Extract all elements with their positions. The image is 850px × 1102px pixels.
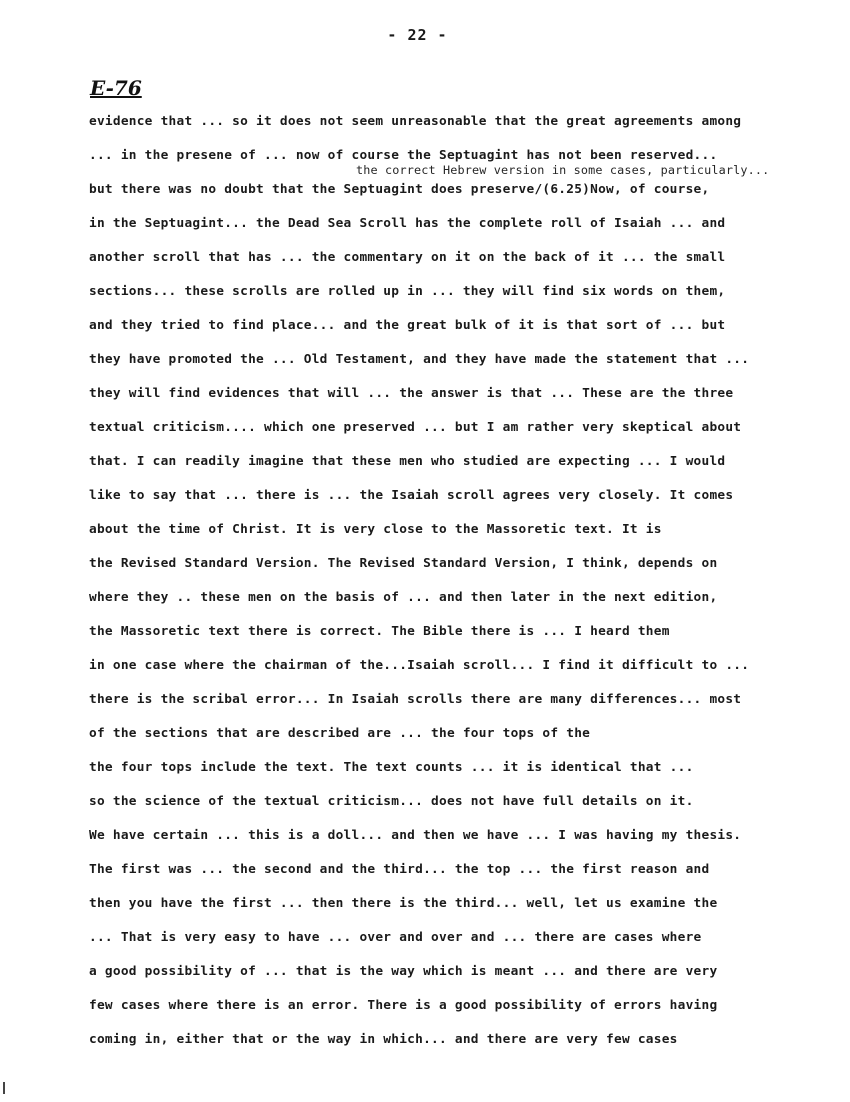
transcript-line-26: a good possibility of ... that is the way which is meant ... and there are very bbox=[89, 964, 718, 979]
transcript-line-24: then you have the first ... then there is the third... well, let us examine the bbox=[89, 896, 718, 911]
transcript-line-10: textual criticism.... which one preserved ... but I am rather very skeptical about bbox=[89, 420, 742, 435]
transcript-line-17: in one case where the chairman of the...Isaiah scroll... I find it difficult to ... bbox=[89, 658, 750, 673]
transcript-line-6: sections... these scrolls are rolled up in ... they will find six words on them, bbox=[89, 284, 726, 299]
transcript-line-19: of the sections that are described are ... the four tops of the bbox=[89, 726, 591, 741]
transcript-line-12: like to say that ... there is ... the Isaiah scroll agrees very closely. It comes bbox=[89, 488, 734, 503]
transcript-line-13: about the time of Christ. It is very close to the Massoretic text. It is bbox=[89, 522, 662, 537]
interlinear-insert: the correct Hebrew version in some cases, particularly... bbox=[356, 163, 770, 177]
transcript-line-21: so the science of the textual criticism... does not have full details on it. bbox=[89, 794, 694, 809]
transcript-line-5: another scroll that has ... the commentary on it on the back of it ... the small bbox=[89, 250, 726, 265]
transcript-line-7: and they tried to find place... and the great bulk of it is that sort of ... but bbox=[89, 318, 726, 333]
page-number: - 22 - bbox=[387, 26, 448, 44]
transcript-line-14: the Revised Standard Version. The Revised Standard Version, I think, depends on bbox=[89, 556, 718, 571]
margin-tag: E-76 bbox=[90, 76, 142, 100]
transcript-line-3: but there was no doubt that the Septuagint does preserve/(6.25)Now, of course, bbox=[89, 182, 710, 197]
transcript-line-20: the four tops include the text. The text counts ... it is identical that ... bbox=[89, 760, 694, 775]
transcript-line-22: We have certain ... this is a doll... and then we have ... I was having my thesis. bbox=[89, 828, 742, 843]
transcript-line-28: coming in, either that or the way in which... and there are very few cases bbox=[89, 1032, 678, 1047]
transcript-line-4: in the Septuagint... the Dead Sea Scroll has the complete roll of Isaiah ... and bbox=[89, 216, 726, 231]
scan-edge-mark bbox=[3, 1082, 5, 1094]
transcript-line-18: there is the scribal error... In Isaiah scrolls there are many differences... most bbox=[89, 692, 742, 707]
transcript-line-23: The first was ... the second and the third... the top ... the first reason and bbox=[89, 862, 710, 877]
transcript-line-8: they have promoted the ... Old Testament, and they have made the statement that ... bbox=[89, 352, 750, 367]
transcript-line-27: few cases where there is an error. There is a good possibility of errors having bbox=[89, 998, 718, 1013]
transcript-line-9: they will find evidences that will ... the answer is that ... These are the three bbox=[89, 386, 734, 401]
transcript-line-11: that. I can readily imagine that these men who studied are expecting ... I would bbox=[89, 454, 726, 469]
transcript-line-1: evidence that ... so it does not seem unreasonable that the great agreements among bbox=[89, 114, 742, 129]
transcript-line-25: ... That is very easy to have ... over and over and ... there are cases where bbox=[89, 930, 702, 945]
transcript-line-2: ... in the presene of ... now of course the Septuagint has not been reserved... bbox=[89, 148, 718, 163]
transcript-line-16: the Massoretic text there is correct. The Bible there is ... I heard them bbox=[89, 624, 670, 639]
transcript-line-15: where they .. these men on the basis of ... and then later in the next edition, bbox=[89, 590, 718, 605]
